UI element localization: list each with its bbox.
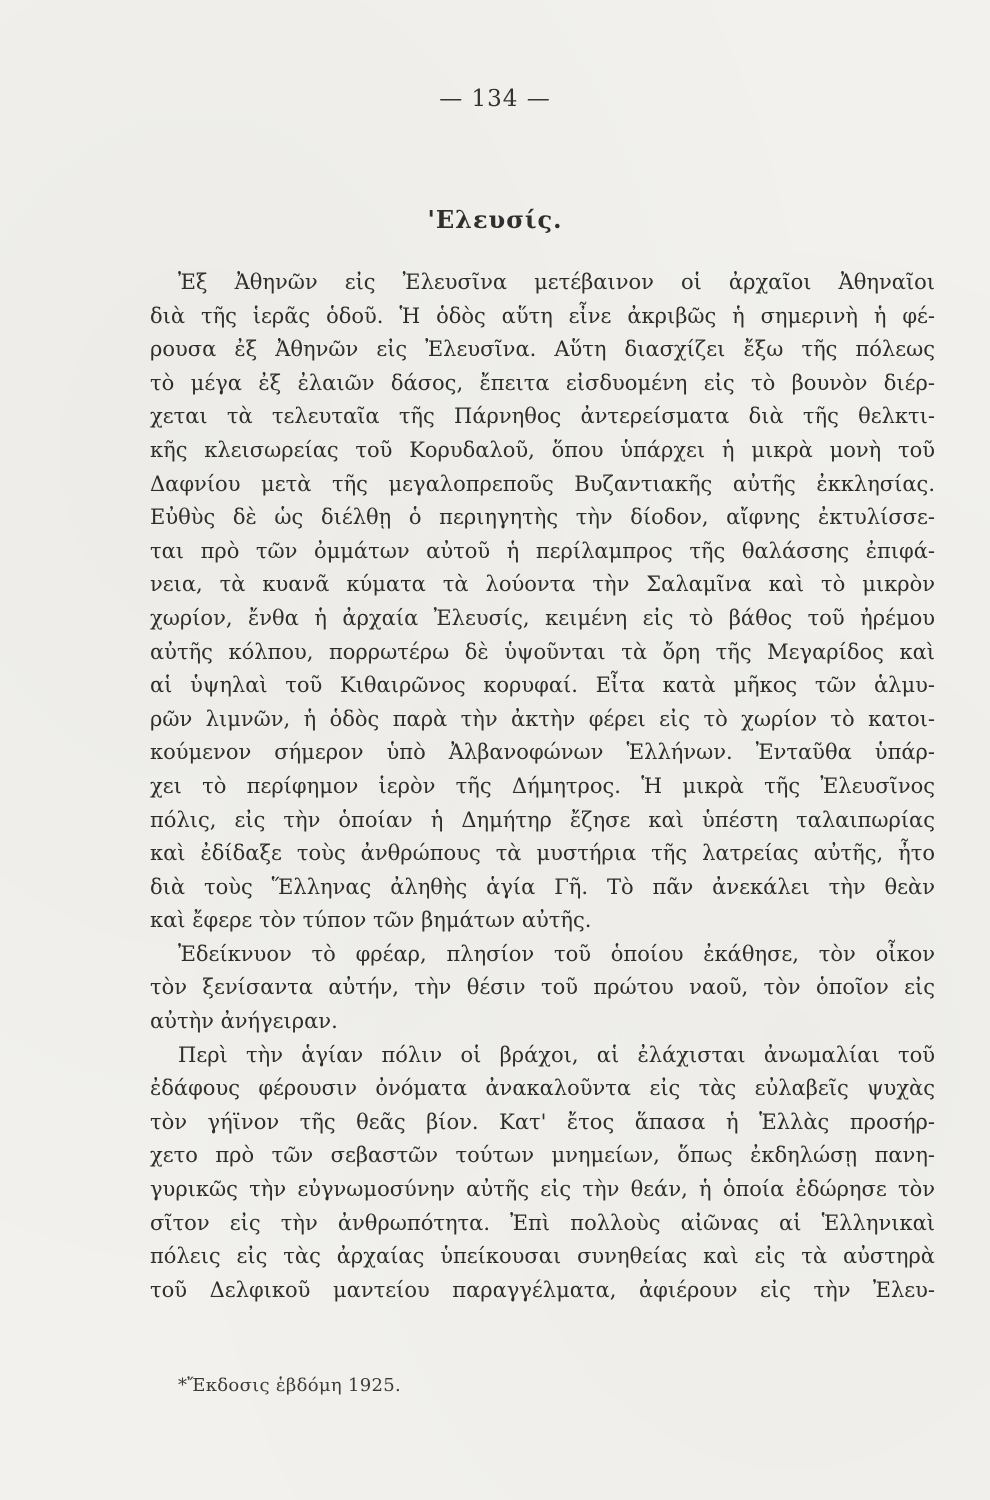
- text-line: τὸν ξενίσαντα αὐτήν, τὴν θέσιν τοῦ πρώτου ναοῦ, τὸν ὁποῖον εἰς: [150, 975, 935, 1000]
- text-line: κῆς κλεισωρείας τοῦ Κορυδαλοῦ, ὅπου ὑπάρχει ἡ μικρὰ μονὴ τοῦ: [150, 437, 935, 462]
- text-line: Δαφνίου μετὰ τῆς μεγαλοπρεποῦς Βυζαντιακῆς αὐτῆς ἐκκλησίας.: [150, 471, 935, 496]
- section-heading: 'Ελευσίς.: [427, 205, 563, 234]
- text-line: χεται τὰ τελευταῖα τῆς Πάρνηθος ἀντερείσματα διὰ τῆς θελκτι-: [150, 404, 935, 429]
- text-line: ρουσα ἐξ Ἀθηνῶν εἰς Ἐλευσῖνα. Αὕτη διασχίζει ἔξω τῆς πόλεως: [150, 337, 935, 362]
- text-line: πόλεις εἰς τὰς ἀρχαίας ὑπείκουσαι συνηθείας καὶ εἰς τὰ αὐστηρὰ: [150, 1244, 935, 1269]
- text-line: καὶ ἐδίδαξε τοὺς ἀνθρώπους τὰ μυστήρια τῆς λατρείας αὐτῆς, ἦτο: [150, 841, 935, 866]
- body-text: [150, 266, 935, 1307]
- text-line: ρῶν λιμνῶν, ἡ ὁδὸς παρὰ τὴν ἀκτὴν φέρει εἰς τὸ χωρίον τὸ κατοι-: [150, 706, 935, 731]
- text-line: κούμενον σήμερον ὑπὸ Ἀλβανοφώνων Ἑλλήνων. Ἐνταῦθα ὑπάρ-: [150, 740, 935, 765]
- text-line: πόλις, εἰς τὴν ὁποίαν ἡ Δημήτηρ ἔζησε καὶ ὑπέστη ταλαιπωρίας: [150, 807, 935, 832]
- text-line: χωρίον, ἔνθα ἡ ἀρχαία Ἐλευσίς, κειμένη εἰς τὸ βάθος τοῦ ἠρέμου: [150, 605, 935, 630]
- text-line: διὰ τοὺς Ἕλληνας ἀληθὴς ἁγία Γῆ. Τὸ πᾶν ἀνεκάλει τὴν θεὰν: [150, 874, 935, 899]
- text-line: νεια, τὰ κυανᾶ κύματα τὰ λούοντα τὴν Σαλαμῖνα καὶ τὸ μικρὸν: [150, 572, 935, 597]
- text-line: Περὶ τὴν ἁγίαν πόλιν οἱ βράχοι, αἱ ἐλάχισται ἀνωμαλίαι τοῦ: [178, 1042, 935, 1067]
- text-line: Ἐξ Ἀθηνῶν εἰς Ἐλευσῖνα μετέβαινον οἱ ἀρχαῖοι Ἀθηναῖοι: [178, 270, 935, 294]
- text-line: διὰ τῆς ἱερᾶς ὁδοῦ. Ἡ ὁδὸς αὕτη εἶνε ἀκριβῶς ἡ σημερινὴ ἡ φέ-: [150, 303, 935, 328]
- text-line: τὸν γήϊνον τῆς θεᾶς βίον. Κατ' ἔτος ἅπασα ἡ Ἑλλὰς προσήρ-: [150, 1109, 935, 1134]
- text-line: ἐδάφους φέρουσιν ὀνόματα ἀνακαλοῦντα εἰς τὰς εὐλαβεῖς ψυχὰς: [150, 1076, 935, 1101]
- text-line: χετο πρὸ τῶν σεβαστῶν τούτων μνημείων, ὅπως ἐκδηλώσῃ πανη-: [150, 1143, 935, 1168]
- text-line: γυρικῶς τὴν εὐγνωμοσύνην αὐτῆς εἰς τὴν θεάν, ἡ ὁποία ἐδώρησε τὸν: [150, 1177, 935, 1202]
- text-line: Ἐδείκνυον τὸ φρέαρ, πλησίον τοῦ ὁποίου ἐκάθησε, τὸν οἶκον: [178, 941, 935, 966]
- text-line: χει τὸ περίφημον ἱερὸν τῆς Δήμητρος. Ἡ μικρὰ τῆς Ἐλευσῖνος: [150, 773, 935, 798]
- text-line: τοῦ Δελφικοῦ μαντείου παραγγέλματα, ἀφιέρουν εἰς τὴν Ἐλευ-: [150, 1277, 935, 1302]
- text-line: Εὐθὺς δὲ ὡς διέλθῃ ὁ περιηγητὴς τὴν δίοδον, αἴφνης ἐκτυλίσσε-: [150, 505, 935, 530]
- text-line: καὶ ἔφερε τὸν τύπον τῶν βημάτων αὐτῆς.: [150, 908, 592, 933]
- text-line: τὸ μέγα ἐξ ἐλαιῶν δάσος, ἔπειτα εἰσδυομένη εἰς τὸ βουνὸν διέρ-: [150, 370, 935, 395]
- page-number: — 134 —: [439, 86, 551, 112]
- text-line: σῖτον εἰς τὴν ἀνθρωπότητα. Ἐπὶ πολλοὺς αἰῶνας αἱ Ἑλληνικαὶ: [150, 1210, 935, 1235]
- text-line: αὐτὴν ἀνήγειραν.: [150, 1009, 338, 1034]
- text-line: αὐτῆς κόλπου, πορρωτέρω δὲ ὑψοῦνται τὰ ὄρη τῆς Μεγαρίδος καὶ: [150, 639, 935, 664]
- text-line: ται πρὸ τῶν ὀμμάτων αὐτοῦ ἡ περίλαμπρος τῆς θαλάσσης ἐπιφά-: [150, 538, 935, 563]
- text-line: αἱ ὑψηλαὶ τοῦ Κιθαιρῶνος κορυφαί. Εἶτα κατὰ μῆκος τῶν ἁλμυ-: [150, 673, 935, 698]
- footnote: *Ἔκδοσις ἑβδόμη 1925.: [178, 1375, 401, 1396]
